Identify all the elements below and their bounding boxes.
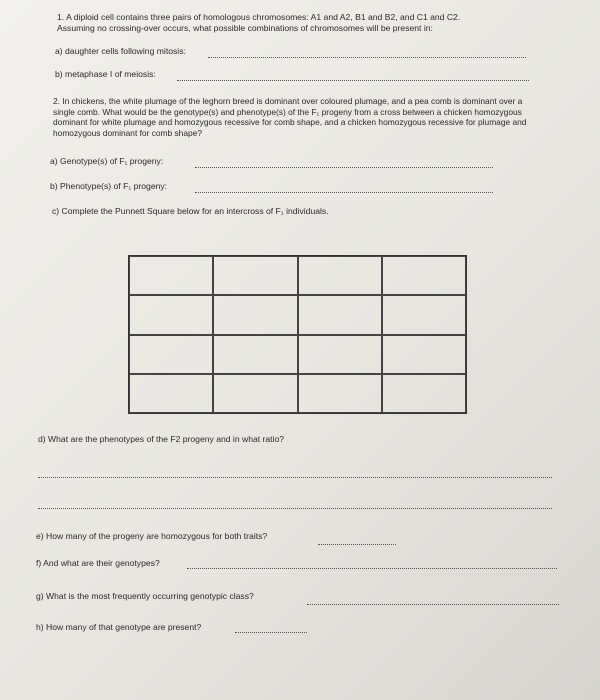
q2e-answer-line[interactable] — [318, 544, 396, 545]
punnett-cell[interactable] — [213, 335, 297, 374]
punnett-cell[interactable] — [129, 374, 213, 413]
q2a-label: a) Genotype(s) of F₁ progeny: — [50, 156, 164, 166]
punnett-cell[interactable] — [129, 256, 213, 295]
q2f-label: f) And what are their genotypes? — [36, 558, 160, 568]
punnett-cell[interactable] — [129, 295, 213, 334]
punnett-cell[interactable] — [382, 295, 466, 334]
punnett-cell[interactable] — [213, 295, 297, 334]
punnett-cell[interactable] — [298, 295, 382, 334]
q1-stem-line2: Assuming no crossing-over occurs, what possible combinations of chromosomes will be present in: — [57, 23, 433, 33]
q1b-answer-line[interactable] — [177, 80, 529, 81]
punnett-cell[interactable] — [213, 256, 297, 295]
q1-stem-line1: 1. A diploid cell contains three pairs of homologous chromosomes: A1 and A2, B1 and B2, and C1 and C2. — [57, 12, 461, 22]
punnett-cell[interactable] — [298, 335, 382, 374]
q1a-label: a) daughter cells following mitosis: — [55, 46, 186, 56]
punnett-cell[interactable] — [129, 335, 213, 374]
q2g-answer-line[interactable] — [307, 604, 559, 605]
punnett-square — [128, 255, 467, 414]
q2d-answer-line-1[interactable] — [38, 477, 552, 478]
punnett-cell[interactable] — [382, 256, 466, 295]
q2b-label: b) Phenotype(s) of F₁ progeny: — [50, 181, 168, 191]
punnett-cell[interactable] — [382, 335, 466, 374]
q2h-label: h) How many of that genotype are present? — [36, 622, 202, 632]
punnett-cell[interactable] — [298, 256, 382, 295]
q2f-answer-line[interactable] — [187, 568, 557, 569]
q2b-answer-line[interactable] — [195, 192, 493, 193]
q2c-label: c) Complete the Punnett Square below for an intercross of F₁ individuals. — [52, 206, 329, 216]
punnett-cell[interactable] — [382, 374, 466, 413]
q2h-answer-line[interactable] — [235, 632, 307, 633]
q1a-answer-line[interactable] — [208, 57, 526, 58]
q2d-answer-line-2[interactable] — [38, 508, 552, 509]
q2d-label: d) What are the phenotypes of the F2 progeny and in what ratio? — [38, 434, 285, 444]
q1b-label: b) metaphase I of meiosis: — [55, 69, 156, 79]
q2-stem: 2. In chickens, the white plumage of the leghorn breed is dominant over coloured plumage, and a pea comb is dominant over a single comb. What would be the genotype(s) and phenotype(s) of the F₁ progeny from a cross between a chicken homozygous dominant for white plumage and homozygous recessive for comb shape, and a chicken homozygous recessive for plumage and homozygous dominant for comb shape? — [53, 96, 527, 138]
punnett-cell[interactable] — [213, 374, 297, 413]
q2g-label: g) What is the most frequently occurring genotypic class? — [36, 591, 254, 601]
punnett-cell[interactable] — [298, 374, 382, 413]
q2e-label: e) How many of the progeny are homozygous for both traits? — [36, 531, 268, 541]
q2a-answer-line[interactable] — [195, 167, 493, 168]
